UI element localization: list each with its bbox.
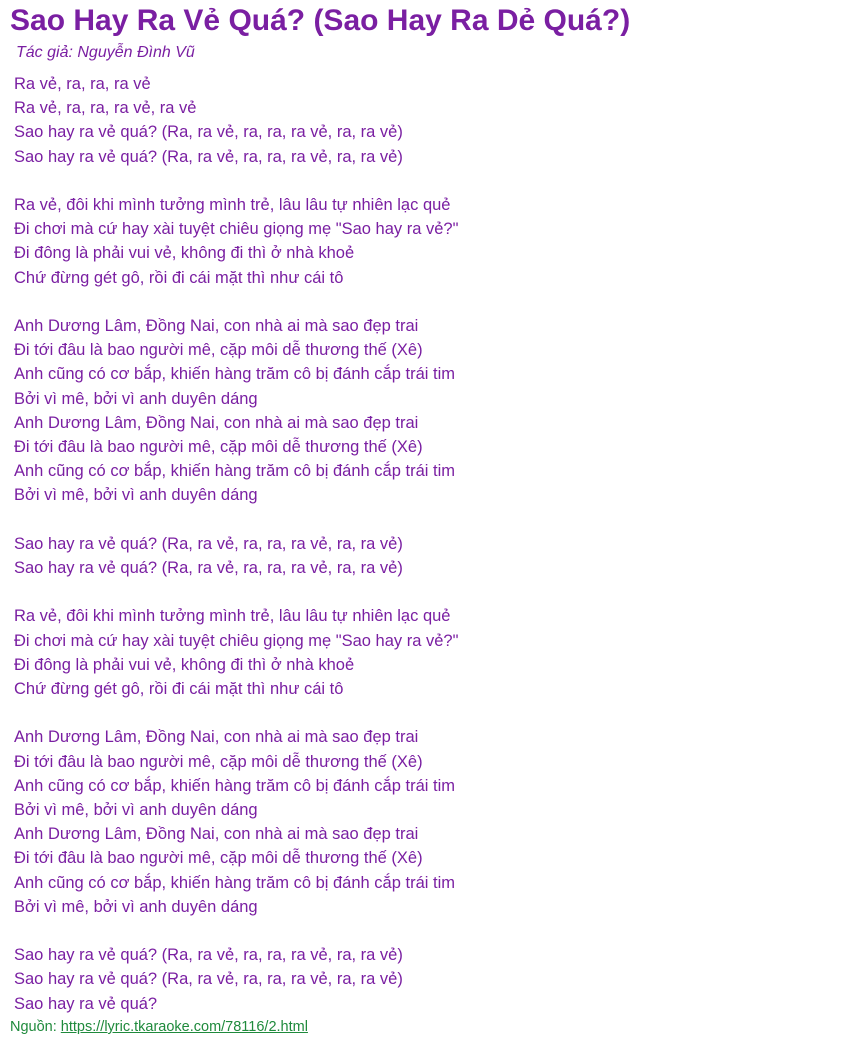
lyric-spacer (14, 508, 866, 532)
lyric-spacer (14, 919, 866, 943)
lyric-line: Đi tới đâu là bao người mê, cặp môi dễ thương thế (Xê) (14, 341, 423, 360)
lyric-line: Sao hay ra vẻ quá? (14, 994, 158, 1013)
lyric-line: Anh cũng có cơ bắp, khiến hàng trăm cô bị đánh cắp trái tim (14, 873, 455, 892)
lyric-line: Sao hay ra vẻ quá? (Ra, ra vẻ, ra, ra, ra vẻ, ra, ra vẻ) (14, 946, 403, 965)
lyric-line: Ra vẻ, đôi khi mình tưởng mình trẻ, lâu lâu tự nhiên lạc quẻ (14, 196, 451, 214)
lyric-spacer (14, 580, 866, 604)
lyric-line: Đi tới đâu là bao người mê, cặp môi dễ thương thế (Xê) (14, 752, 423, 771)
page-title: Sao Hay Ra Vẻ Quá? (Sao Hay Ra Dẻ Quá?) (10, 4, 631, 37)
lyric-spacer (14, 290, 866, 314)
lyric-line: Bởi vì mê, bởi vì anh duyên dáng (14, 486, 258, 505)
lyric-line: Anh cũng có cơ bắp, khiến hàng trăm cô bị đánh cắp trái tim (14, 776, 455, 795)
lyric-spacer (14, 701, 866, 725)
lyric-line: Chứ đừng gét gô, rồi đi cái mặt thì như cái tô (14, 680, 344, 699)
lyric-line: Chứ đừng gét gô, rồi đi cái mặt thì như cái tô (14, 268, 344, 287)
lyric-line: Anh Dương Lâm, Đồng Nai, con nhà ai mà sao đẹp trai (14, 317, 419, 335)
lyric-line: Anh Dương Lâm, Đồng Nai, con nhà ai mà sao đẹp trai (14, 825, 419, 844)
lyric-line: Đi tới đâu là bao người mê, cặp môi dễ thương thế (Xê) (14, 849, 423, 868)
source-note (10, 1019, 308, 1035)
lyric-line: Sao hay ra vẻ quá? (Ra, ra vẻ, ra, ra, ra vẻ, ra, ra vẻ) (14, 534, 403, 553)
lyric-line: Anh Dương Lâm, Đồng Nai, con nhà ai mà sao đẹp trai (14, 728, 419, 747)
lyric-line: Bởi vì mê, bởi vì anh duyên dáng (14, 801, 258, 820)
lyric-line: Đi đông là phải vui vẻ, không đi thì ở nhà khoẻ (14, 655, 355, 674)
lyric-line: Đi chơi mà cứ hay xài tuyệt chiêu giọng mẹ "Sao hay ra vẻ?" (14, 631, 459, 650)
lyric-line: Sao hay ra vẻ quá? (Ra, ra vẻ, ra, ra, ra vẻ, ra, ra vẻ) (14, 147, 403, 166)
lyric-line: Sao hay ra vẻ quá? (Ra, ra vẻ, ra, ra, ra vẻ, ra, ra vẻ) (14, 559, 403, 578)
lyric-line: Sao hay ra vẻ quá? (Ra, ra vẻ, ra, ra, ra vẻ, ra, ra vẻ) (14, 123, 403, 142)
source-link[interactable]: https://lyric.tkaraoke.com/78116/2.html (60, 1019, 308, 1035)
song-author: Tác giả: Nguyễn Đình Vũ (16, 44, 195, 61)
lyric-line: Anh Dương Lâm, Đồng Nai, con nhà ai mà sao đẹp trai (14, 413, 419, 432)
lyric-line: Bởi vì mê, bởi vì anh duyên dáng (14, 389, 258, 408)
lyric-line: Bởi vì mê, bởi vì anh duyên dáng (14, 897, 258, 916)
lyric-line: Đi tới đâu là bao người mê, cặp môi dễ thương thế (Xê) (14, 438, 423, 457)
lyric-line: Anh cũng có cơ bắp, khiến hàng trăm cô bị đánh cắp trái tim (14, 462, 455, 481)
lyric-line: Ra vẻ, ra, ra, ra vẻ, ra vẻ (14, 99, 197, 118)
lyric-line: Đi chơi mà cứ hay xài tuyệt chiêu giọng mẹ "Sao hay ra vẻ?" (14, 220, 459, 239)
lyric-line: Anh cũng có cơ bắp, khiến hàng trăm cô bị đánh cắp trái tim (14, 365, 455, 384)
lyric-spacer (14, 169, 866, 193)
lyrics-body (14, 72, 866, 1016)
lyric-line: Sao hay ra vẻ quá? (Ra, ra vẻ, ra, ra, ra vẻ, ra, ra vẻ) (14, 970, 403, 989)
source-label: Nguồn: (10, 1019, 61, 1035)
lyric-line: Ra vẻ, đôi khi mình tưởng mình trẻ, lâu lâu tự nhiên lạc quẻ (14, 607, 451, 626)
lyric-line: Đi đông là phải vui vẻ, không đi thì ở nhà khoẻ (14, 244, 355, 263)
lyric-line: Ra vẻ, ra, ra, ra vẻ (14, 75, 151, 93)
